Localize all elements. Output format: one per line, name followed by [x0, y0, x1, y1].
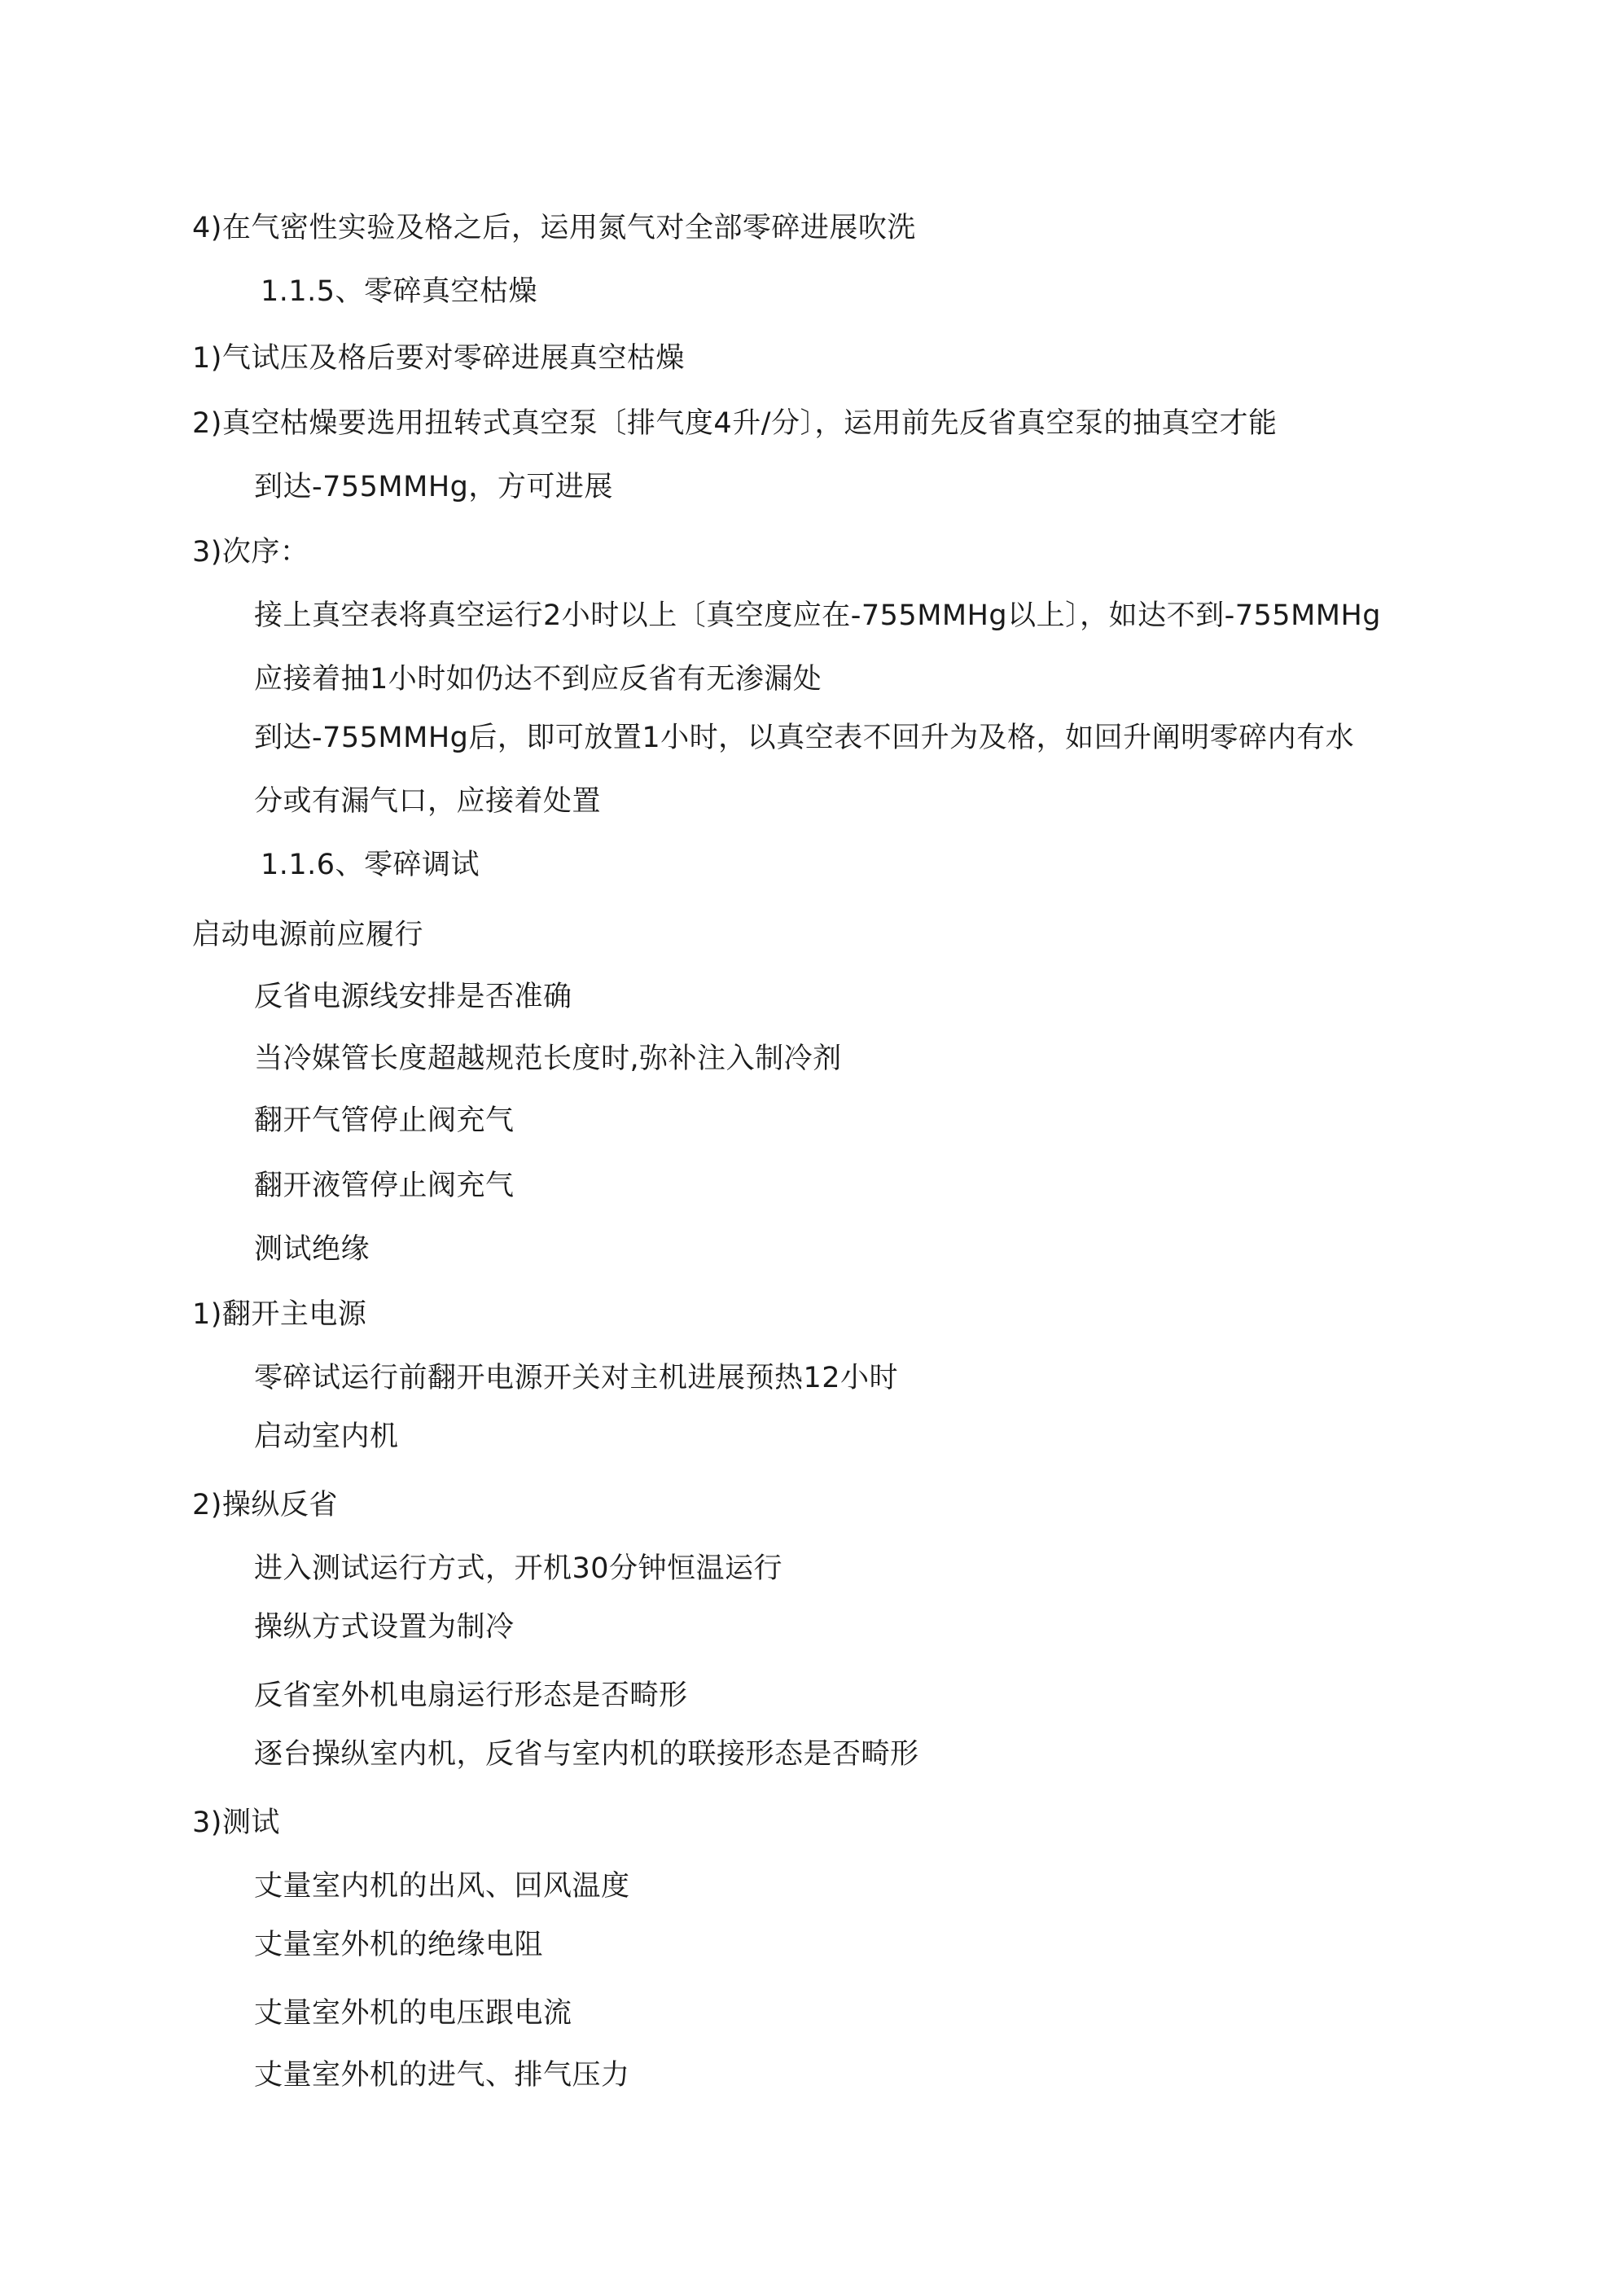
- step-2-continued: 到达-755MMHg，方可进展: [254, 471, 613, 503]
- open-gas-valve: 翻开气管停止阀充气: [254, 1104, 515, 1137]
- step-4-nitrogen-purge: 4)在气密性实验及格之后，运用氮气对全部零碎进展吹洗: [192, 212, 916, 244]
- test-run-mode: 进入测试运行方式，开机30分钟恒温运行: [254, 1552, 783, 1585]
- step-3-testing: 3)测试: [192, 1807, 280, 1839]
- section-heading-1-1-5: 1.1.5、零碎真空枯燥: [261, 275, 538, 308]
- step-3-sequence: 3)次序：: [192, 536, 309, 569]
- step-2-operation-check: 2)操纵反省: [192, 1489, 338, 1521]
- check-indoor-connection: 逐台操纵室内机，反省与室内机的联接形态是否畸形: [254, 1738, 919, 1771]
- sequence-item-connect-gauge: 接上真空表将真空运行2小时以上〔真空度应在-755MMHg以上〕，如达不到-755MMHg: [254, 599, 1381, 632]
- sequence-item-hold-test: 到达-755MMHg后，即可放置1小时，以真空表不回升为及格，如回升阐明零碎内有水: [254, 722, 1355, 754]
- check-power-wiring: 反省电源线安排是否准确: [254, 981, 572, 1013]
- set-cooling-mode: 操纵方式设置为制冷: [254, 1611, 515, 1644]
- preheat-item: 零碎试运行前翻开电源开关对主机进展预热12小时: [254, 1362, 899, 1394]
- sequence-item-continue-pumping: 应接着抽1小时如仍达不到应反省有无渗漏处: [254, 663, 822, 696]
- pre-power-checks-heading: 启动电源前应履行: [192, 919, 424, 951]
- step-1-vacuum-drying: 1)气试压及格后要对零碎进展真空枯燥: [192, 342, 685, 375]
- measure-pressure: 丈量室外机的进气、排气压力: [254, 2059, 630, 2092]
- measure-insulation-resistance: 丈量室外机的绝缘电阻: [254, 1929, 544, 1961]
- sequence-item-continued: 分或有漏气口，应接着处置: [254, 785, 602, 818]
- start-indoor-unit: 启动室内机: [254, 1420, 399, 1453]
- measure-air-temperature: 丈量室内机的出风、回风温度: [254, 1870, 630, 1903]
- step-2-vacuum-pump: 2)真空枯燥要选用扭转式真空泵〔排气度4升/分〕，运用前先反省真空泵的抽真空才能: [192, 407, 1278, 440]
- step-1-main-power: 1)翻开主电源: [192, 1298, 367, 1331]
- test-insulation: 测试绝缘: [254, 1233, 370, 1266]
- open-liquid-valve: 翻开液管停止阀充气: [254, 1170, 515, 1202]
- measure-voltage-current: 丈量室外机的电压跟电流: [254, 1997, 572, 2030]
- check-outdoor-fan: 反省室外机电扇运行形态是否畸形: [254, 1679, 688, 1712]
- check-refrigerant-charge: 当冷媒管长度超越规范长度时,弥补注入制冷剂: [254, 1043, 842, 1075]
- section-heading-1-1-6: 1.1.6、零碎调试: [261, 849, 480, 881]
